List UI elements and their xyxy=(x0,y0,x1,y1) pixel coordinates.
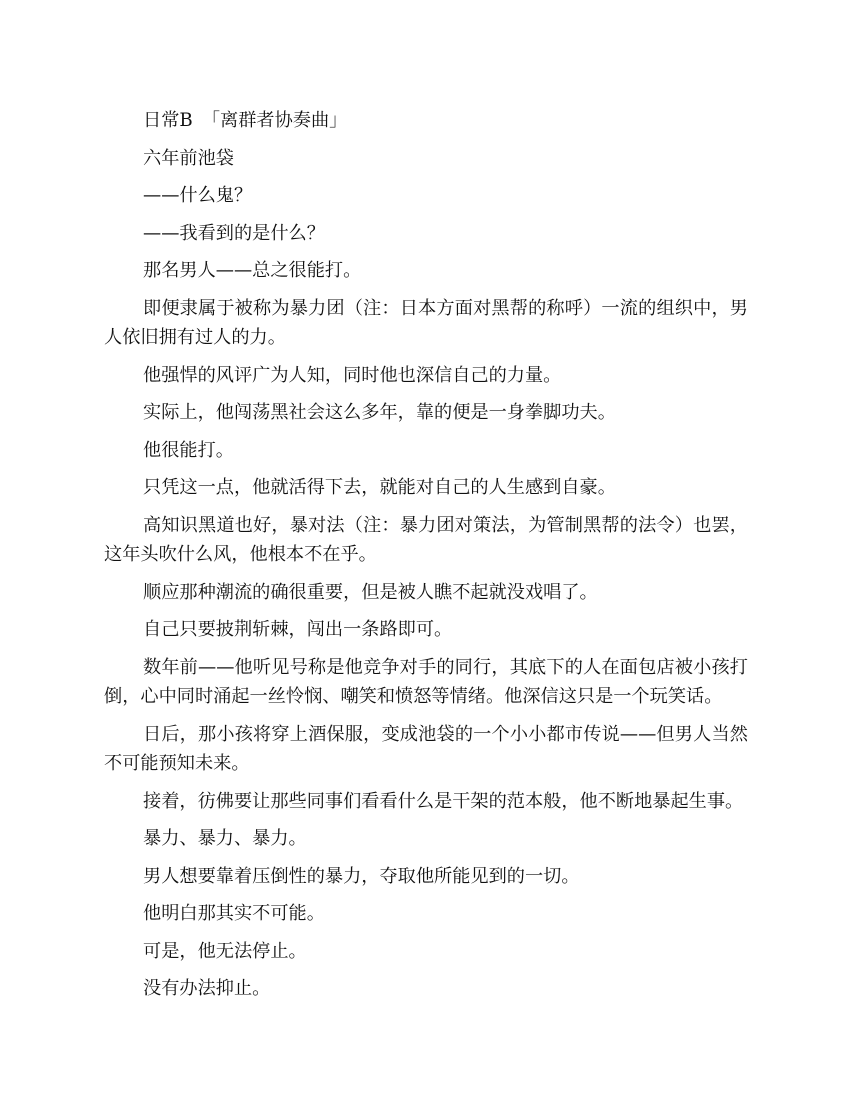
paragraph: 他强悍的风评广为人知，同时他也深信自己的力量。 xyxy=(143,364,562,386)
paragraph: 可是，他无法停止。 xyxy=(143,940,307,962)
paragraph: 他明白那其实不可能。 xyxy=(143,903,325,924)
chapter-heading: 日常B 「离群者协奏曲」 xyxy=(143,110,348,131)
paragraph: 男人想要靠着压倒性的暴力，夺取他所能见到的一切。 xyxy=(143,865,580,887)
paragraph: 日后，那小孩将穿上酒保服，变成池袋的一个小小都市传说——但男人当然不可能预知未来。 xyxy=(104,723,748,774)
paragraph: ——什么鬼？ xyxy=(143,185,253,206)
paragraph: 自己只要披荆斩棘，闯出一条路即可。 xyxy=(143,619,453,640)
paragraph: 即便隶属于被称为暴力团（注：日本方面对黑帮的称呼）一流的组织中，男人依旧拥有过人的力。 xyxy=(104,297,748,348)
paragraph: 那名男人——总之很能打。 xyxy=(143,260,362,281)
paragraph: 数年前——他听见号称是他竞争对手的同行，其底下的人在面包店被小孩打倒，心中同时涌起一丝怜悯、嘲笑和愤怒等情绪。他深信这只是一个玩笑话。 xyxy=(104,656,748,707)
paragraph: 只凭这一点，他就活得下去，就能对自己的人生感到自豪。 xyxy=(143,477,616,498)
paragraph: 顺应那种潮流的确很重要，但是被人瞧不起就没戏唱了。 xyxy=(143,581,598,603)
paragraph: 他很能打。 xyxy=(143,439,234,461)
paragraph: 实际上，他闯荡黑社会这么多年，靠的便是一身拳脚功夫。 xyxy=(143,402,616,423)
paragraph: 暴力、暴力、暴力。 xyxy=(143,828,307,849)
paragraph: 高知识黑道也好，暴对法（注：暴力团对策法，为管制黑帮的法令）也罢，这年头吹什么风，他根本不在乎。 xyxy=(104,514,748,565)
paragraph: 接着，彷佛要让那些同事们看看什么是干架的范本般，他不断地暴起生事。 xyxy=(143,790,744,812)
paragraph: 没有办法抑止。 xyxy=(143,978,271,999)
scene-setting: 六年前池袋 xyxy=(143,147,234,169)
document-body xyxy=(104,106,748,1012)
paragraph: ——我看到的是什么？ xyxy=(143,222,325,244)
